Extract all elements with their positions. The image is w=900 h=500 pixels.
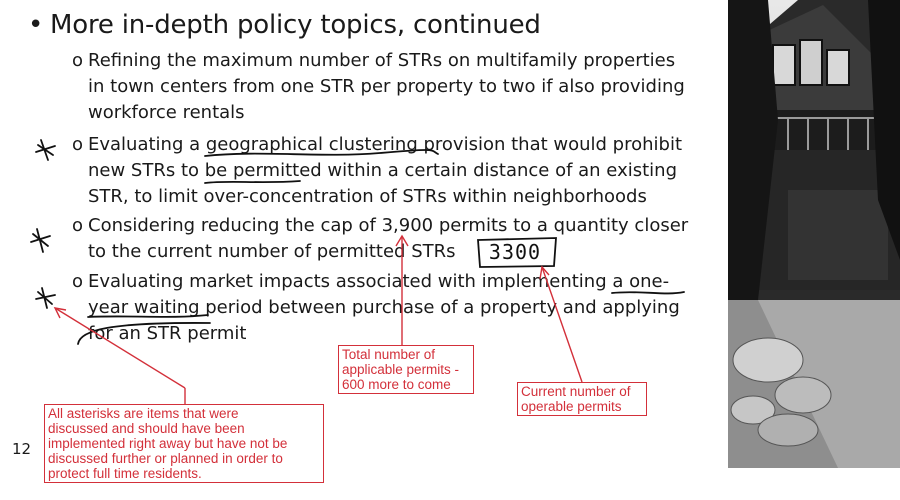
bullet-line: new STRs to be permitted within a certain distance of an existing [88,160,677,181]
callout-line: 600 more to come [342,377,451,392]
handwritten-number: 3300 [488,240,542,264]
callout-line: discussed and should have been [48,421,245,436]
arrow-asterisks [55,308,185,388]
bullet-line: STR, to limit over-concentration of STRs within neighborhoods [88,186,647,207]
bullet-line: Refining the maximum number of STRs on multifamily properties [88,50,676,71]
asterisk-icon [36,140,55,160]
bullet-line: in town centers from one STR per property to two if also providing [88,76,685,97]
bullet-line: year waiting period between purchase of a property and applying [88,297,680,318]
bullet-line: workforce rentals [88,102,245,123]
asterisk-icon [31,229,50,252]
bullet-circle-icon: o [72,271,84,292]
callout-line: Current number of [521,384,631,399]
callout-line: protect full time residents. [48,466,202,481]
bullet-line: to the current number of permitted STRs [88,241,456,262]
callout-line: discussed further or planned in order to [48,451,283,466]
bullet-line: Evaluating market impacts associated with implementing a one- [88,271,670,292]
page-number: 12 [12,440,32,458]
callout-applicable-permits [338,345,474,394]
slide-heading-text: More in-depth policy topics, continued [50,10,541,40]
callout-line: Total number of [342,347,436,362]
underline-clustering [205,150,438,156]
callout-asterisks [44,404,324,483]
callout-line: All asterisks are items that were [48,406,239,421]
arrow-current [542,267,582,382]
bullet-circle-icon: o [72,215,84,236]
callout-line: operable permits [521,399,622,414]
callout-line: applicable permits - [342,362,460,377]
bullet-circle-icon: o [72,134,84,155]
bullet-line: Evaluating a geographical clustering provision that would prohibit [88,134,683,155]
bullet-circle-icon: o [72,50,84,71]
callout-line: implemented right away but have not be [48,436,288,451]
callout-current-permits [517,382,647,416]
bullet-line: Considering reducing the cap of 3,900 permits to a quantity closer [88,215,689,236]
asterisk-icon [36,288,55,308]
bullet-line: for an STR permit [88,323,247,344]
bullet-dot-icon: • [28,10,44,40]
